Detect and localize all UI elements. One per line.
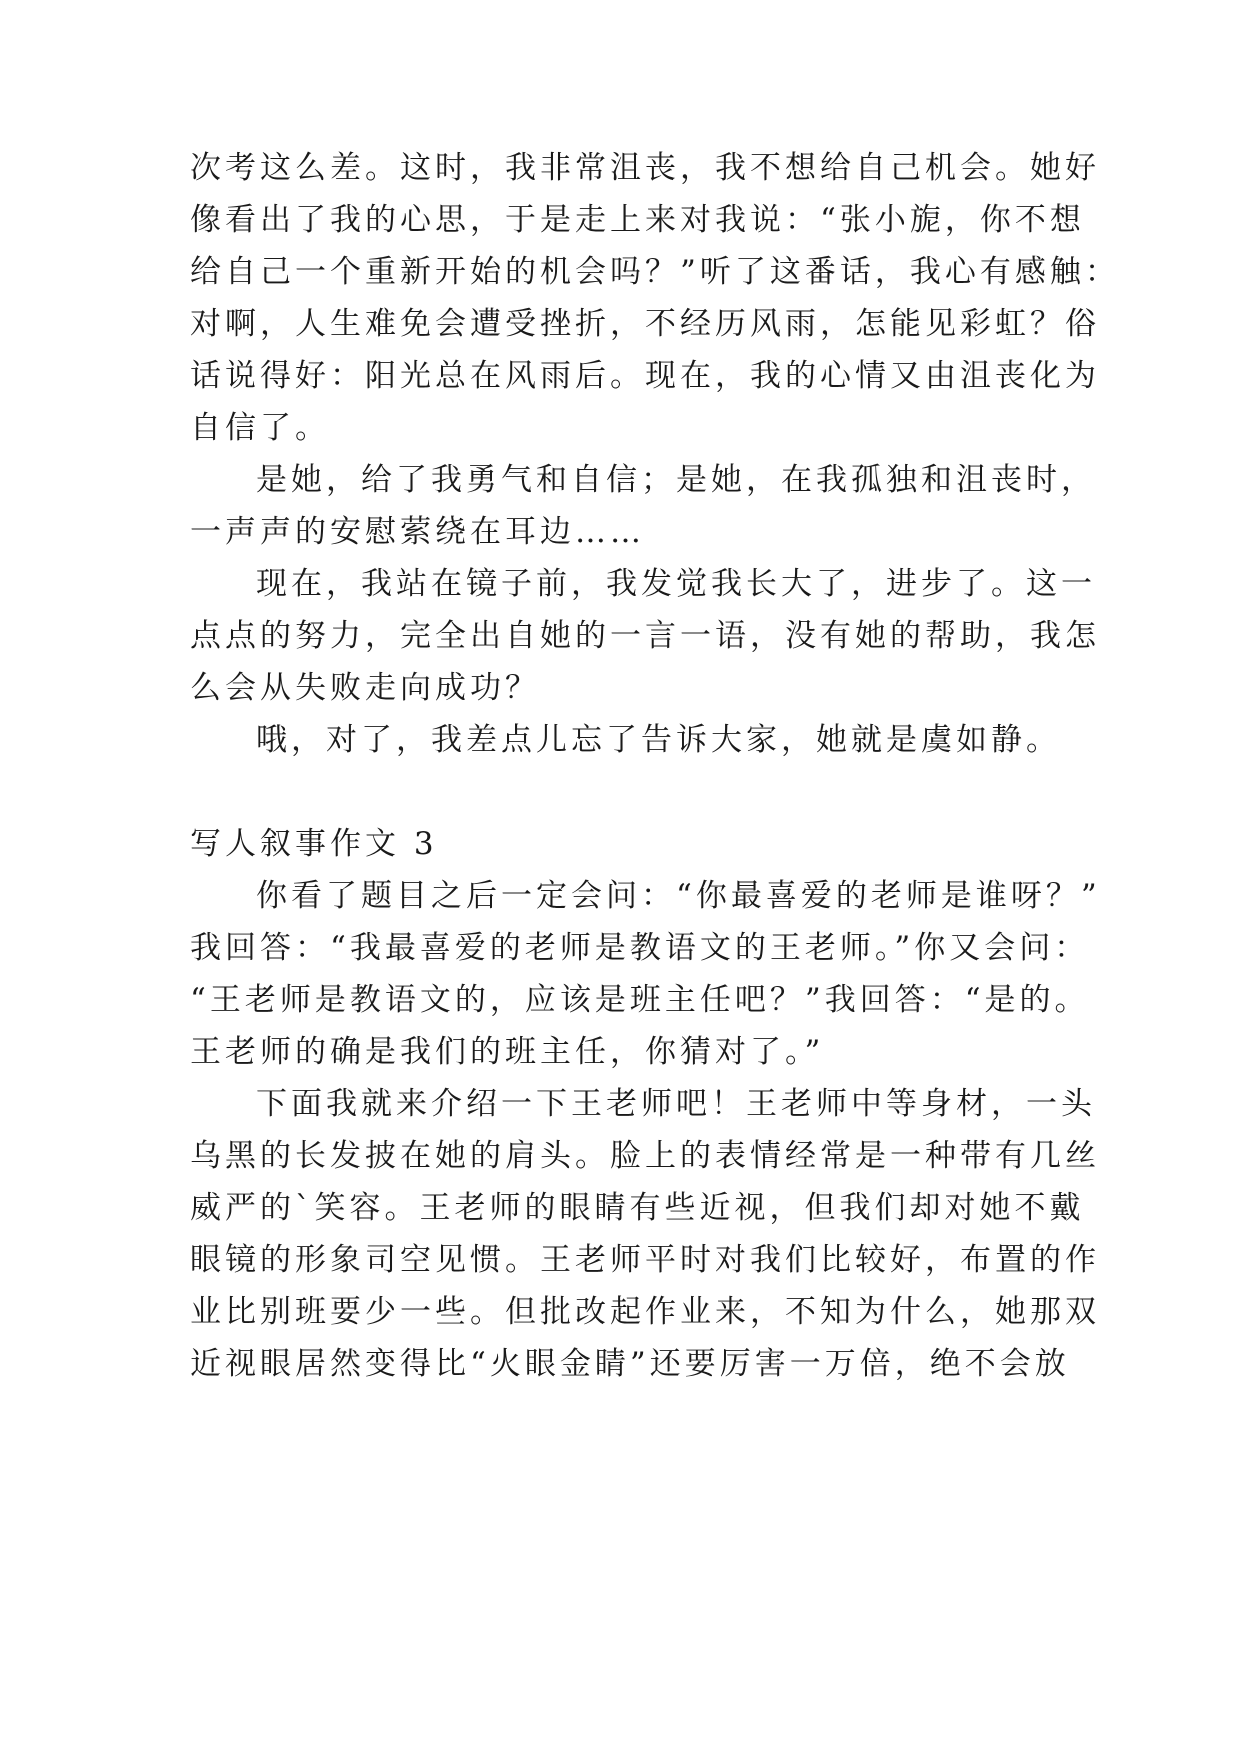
text-line: 眼镜的形象司空见惯。王老师平时对我们比较好，布置的作: [190, 1242, 1100, 1278]
text-line: 哦，对了，我差点儿忘了告诉大家，她就是虞如静。: [256, 722, 1061, 758]
text-line: 我回答：“我最喜爱的老师是教语文的王老师。”你又会问：: [190, 930, 1090, 966]
text-line: 你看了题目之后一定会问：“你最喜爱的老师是谁呀？”: [256, 878, 1101, 914]
text-line: 自信了。: [190, 410, 330, 446]
text-line: 次考这么差。这时，我非常沮丧，我不想给自己机会。她好: [190, 150, 1100, 186]
text-line: 威严的`笑容。王老师的眼睛有些近视，但我们却对她不戴: [190, 1190, 1085, 1226]
text-line: “王老师是教语文的，应该是班主任吧？”我回答：“是的。: [190, 982, 1090, 1018]
text-line: 乌黑的长发披在她的肩头。脸上的表情经常是一种带有几丝: [190, 1138, 1100, 1174]
text-line: 点点的努力，完全出自她的一言一语，没有她的帮助，我怎: [190, 618, 1100, 654]
text-line: 像看出了我的心思，于是走上来对我说：“张小旎，你不想: [190, 202, 1085, 238]
text-line: 下面我就来介绍一下王老师吧！王老师中等身材，一头: [256, 1086, 1096, 1122]
text-line: 么会从失败走向成功？: [190, 670, 540, 706]
text-line: 近视眼居然变得比“火眼金睛”还要厉害一万倍，绝不会放: [190, 1346, 1070, 1382]
text-line: 话说得好：阳光总在风雨后。现在，我的心情又由沮丧化为: [190, 358, 1100, 394]
text-line: 王老师的确是我们的班主任，你猜对了。”: [190, 1034, 825, 1070]
text-line: 是她，给了我勇气和自信；是她，在我孤独和沮丧时，: [256, 462, 1096, 498]
section-title: 写人叙事作文 3: [190, 826, 438, 862]
text-line: 现在，我站在镜子前，我发觉我长大了，进步了。这一: [256, 566, 1096, 602]
text-line: 对啊，人生难免会遭受挫折，不经历风雨，怎能见彩虹？俗: [190, 306, 1100, 342]
text-line: 一声声的安慰萦绕在耳边……: [190, 514, 645, 550]
text-line: 给自己一个重新开始的机会吗？”听了这番话，我心有感触：: [190, 254, 1120, 290]
text-line: 业比别班要少一些。但批改起作业来，不知为什么，她那双: [190, 1294, 1100, 1330]
